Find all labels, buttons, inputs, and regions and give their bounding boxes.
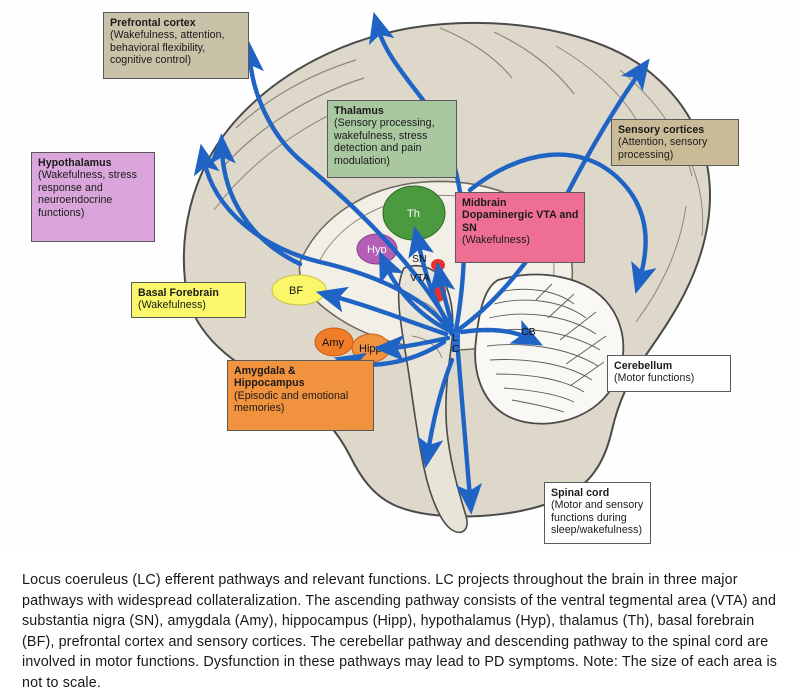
label-title: Hypothalamus (38, 157, 112, 169)
label-detail: (Wakefulness) (462, 234, 530, 247)
label-title: Spinal cord (551, 487, 610, 499)
label-detail: (Attention, sensory processing) (618, 136, 708, 161)
label-hypothalamus (31, 152, 155, 242)
figure-caption: Locus coeruleus (LC) efferent pathways and relevant functions. LC projects throughout the brain in three major pathways with widespread collateralization. The ascending pathway consists of the ventral tegmental area (VTA) and substantia nigra (SN), amygdala (Amy), hippocampus (Hipp), hypothalamus (Hyp), thalamus (Th), basal forebrain (BF), prefrontal cortex and sensory cortices. The cerebellar pathway and descending pathway to the spinal cord are involved in motor functions. Dysfunction in these pathways may lead to PD symptoms. Note: The size of each area is not to scale. (0, 552, 800, 695)
label-sensory-cortices (611, 119, 739, 166)
label-title: Midbrain Dopaminergic VTA and SN (462, 197, 579, 234)
label-detail: (Wakefulness) (138, 299, 206, 312)
label-cerebellum (607, 355, 731, 392)
label-title: Basal Forebrain (138, 287, 219, 299)
label-basal-forebrain (131, 282, 246, 318)
label-title: Cerebellum (614, 360, 673, 372)
label-title: Thalamus (334, 105, 384, 117)
label-detail: (Wakefulness, stress response and neuroendocrine functions) (38, 169, 137, 219)
label-detail: (Wakefulness, attention, behavioral flexibility, cognitive control) (110, 29, 225, 67)
label-title: Prefrontal cortex (110, 17, 196, 29)
label-spinal-cord (544, 482, 651, 544)
svg-text:Hipp: Hipp (359, 343, 382, 355)
locus-coeruleus-tag: L C (452, 332, 460, 355)
cerebellum-tag: CB (521, 326, 536, 338)
label-detail: (Motor and sensory functions during sleep/wakefulness) (551, 499, 644, 537)
label-title: Sensory cortices (618, 124, 705, 136)
svg-text:Th: Th (407, 208, 420, 220)
svg-text:BF: BF (289, 285, 304, 297)
sn-tag: SN (412, 253, 427, 265)
label-title: Amygdala & Hippocampus (234, 365, 305, 390)
vta-tag: VTA (410, 272, 430, 284)
label-detail: (Motor functions) (614, 372, 695, 385)
sn-blob (431, 259, 445, 271)
label-midbrain (455, 192, 585, 263)
label-prefrontal-cortex (103, 12, 249, 79)
label-amygdala-hippocampus (227, 360, 374, 431)
svg-text:Hyp: Hyp (367, 244, 387, 256)
label-detail: (Sensory processing, wakefulness, stress detection and pain modulation) (334, 117, 435, 167)
svg-text:Amy: Amy (322, 337, 344, 349)
label-detail: (Episodic and emotional memories) (234, 389, 349, 415)
label-thalamus (327, 100, 457, 178)
